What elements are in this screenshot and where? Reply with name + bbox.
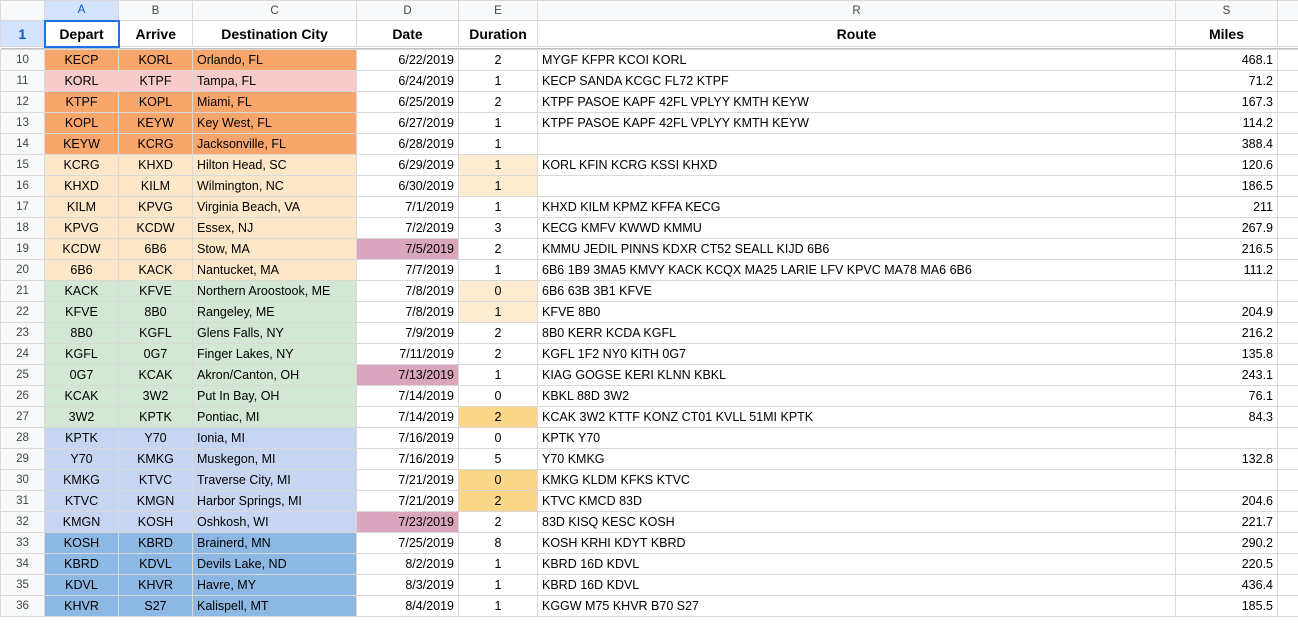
cell-destination-city[interactable]: Brainerd, MN — [193, 533, 357, 554]
cell-arrive[interactable]: KCDW — [119, 218, 193, 239]
cell-miles[interactable]: 185.5 — [1176, 596, 1278, 617]
cell-duration[interactable]: 3 — [459, 218, 538, 239]
cell-route[interactable]: KBRD 16D KDVL — [538, 575, 1176, 596]
row-number[interactable]: 36 — [1, 596, 45, 617]
row-number[interactable]: 23 — [1, 323, 45, 344]
table-row[interactable] — [1, 281, 1298, 302]
cell-route[interactable]: KBRD 16D KDVL — [538, 554, 1176, 575]
cell-duration[interactable]: 2 — [459, 407, 538, 428]
cell-blank[interactable] — [1278, 239, 1298, 260]
cell-date[interactable]: 6/29/2019 — [357, 155, 459, 176]
cell-destination-city[interactable]: Wilmington, NC — [193, 176, 357, 197]
cell-miles[interactable]: 216.5 — [1176, 239, 1278, 260]
cell-blank[interactable] — [1278, 71, 1298, 92]
cell-depart[interactable]: 8B0 — [45, 323, 119, 344]
cell-route[interactable] — [538, 134, 1176, 155]
cell-duration[interactable]: 1 — [459, 71, 538, 92]
cell-arrive[interactable]: KEYW — [119, 113, 193, 134]
cell-route[interactable]: KECP SANDA KCGC FL72 KTPF — [538, 71, 1176, 92]
cell-blank[interactable] — [1278, 596, 1298, 617]
cell-arrive[interactable]: KORL — [119, 50, 193, 71]
row-number[interactable]: 27 — [1, 407, 45, 428]
cell-miles[interactable]: 436.4 — [1176, 575, 1278, 596]
column-header-a[interactable]: A — [45, 1, 119, 21]
table-row[interactable] — [1, 428, 1298, 449]
cell-route[interactable]: KFVE 8B0 — [538, 302, 1176, 323]
column-header-b[interactable]: B — [119, 1, 193, 21]
cell-route[interactable]: KBKL 88D 3W2 — [538, 386, 1176, 407]
cell-depart[interactable]: KMKG — [45, 470, 119, 491]
row-number[interactable]: 30 — [1, 470, 45, 491]
row-number[interactable]: 13 — [1, 113, 45, 134]
cell-depart[interactable]: KTPF — [45, 92, 119, 113]
row-number[interactable]: 26 — [1, 386, 45, 407]
cell-date[interactable]: 7/7/2019 — [357, 260, 459, 281]
cell-miles[interactable]: 84.3 — [1176, 407, 1278, 428]
cell-blank[interactable] — [1278, 386, 1298, 407]
cell-duration[interactable]: 0 — [459, 428, 538, 449]
cell-destination-city[interactable]: Muskegon, MI — [193, 449, 357, 470]
cell-date[interactable]: 7/21/2019 — [357, 491, 459, 512]
cell-destination-city[interactable]: Rangeley, ME — [193, 302, 357, 323]
cell-route[interactable]: KGGW M75 KHVR B70 S27 — [538, 596, 1176, 617]
cell-route[interactable]: MYGF KFPR KCOI KORL — [538, 50, 1176, 71]
cell-destination-city[interactable]: Key West, FL — [193, 113, 357, 134]
row-number[interactable]: 31 — [1, 491, 45, 512]
header-cell-miles[interactable]: Miles — [1176, 21, 1278, 47]
cell-arrive[interactable]: KFVE — [119, 281, 193, 302]
cell-depart[interactable]: KCDW — [45, 239, 119, 260]
header-cell-route[interactable]: Route — [538, 21, 1176, 47]
cell-miles[interactable]: 167.3 — [1176, 92, 1278, 113]
row-number[interactable]: 21 — [1, 281, 45, 302]
cell-arrive[interactable]: KMKG — [119, 449, 193, 470]
column-header-d[interactable]: D — [357, 1, 459, 21]
cell-arrive[interactable]: KCRG — [119, 134, 193, 155]
cell-depart[interactable]: KOSH — [45, 533, 119, 554]
cell-route[interactable]: 8B0 KERR KCDA KGFL — [538, 323, 1176, 344]
header-cell-duration[interactable]: Duration — [459, 21, 538, 47]
cell-blank[interactable] — [1278, 197, 1298, 218]
cell-miles[interactable]: 290.2 — [1176, 533, 1278, 554]
cell-duration[interactable]: 1 — [459, 134, 538, 155]
cell-blank[interactable] — [1278, 323, 1298, 344]
table-row[interactable] — [1, 71, 1298, 92]
cell-arrive[interactable]: KDVL — [119, 554, 193, 575]
cell-depart[interactable]: KDVL — [45, 575, 119, 596]
cell-blank[interactable] — [1278, 407, 1298, 428]
table-row[interactable] — [1, 365, 1298, 386]
cell-miles[interactable]: 120.6 — [1176, 155, 1278, 176]
column-header-e[interactable]: E — [459, 1, 538, 21]
cell-date[interactable]: 7/16/2019 — [357, 428, 459, 449]
cell-depart[interactable]: KEYW — [45, 134, 119, 155]
cell-miles[interactable]: 388.4 — [1176, 134, 1278, 155]
cell-duration[interactable]: 1 — [459, 596, 538, 617]
cell-arrive[interactable]: S27 — [119, 596, 193, 617]
cell-destination-city[interactable]: Virginia Beach, VA — [193, 197, 357, 218]
cell-date[interactable]: 7/13/2019 — [357, 365, 459, 386]
cell-duration[interactable]: 2 — [459, 323, 538, 344]
cell-date[interactable]: 7/5/2019 — [357, 239, 459, 260]
cell-destination-city[interactable]: Hilton Head, SC — [193, 155, 357, 176]
cell-date[interactable]: 6/28/2019 — [357, 134, 459, 155]
row-number[interactable]: 32 — [1, 512, 45, 533]
cell-destination-city[interactable]: Traverse City, MI — [193, 470, 357, 491]
cell-date[interactable]: 6/25/2019 — [357, 92, 459, 113]
table-row[interactable] — [1, 575, 1298, 596]
cell-date[interactable]: 8/4/2019 — [357, 596, 459, 617]
cell-miles[interactable]: 76.1 — [1176, 386, 1278, 407]
cell-depart[interactable]: 0G7 — [45, 365, 119, 386]
cell-arrive[interactable]: 8B0 — [119, 302, 193, 323]
table-row[interactable] — [1, 302, 1298, 323]
cell-date[interactable]: 6/30/2019 — [357, 176, 459, 197]
table-row[interactable] — [1, 386, 1298, 407]
cell-date[interactable]: 7/21/2019 — [357, 470, 459, 491]
table-row[interactable] — [1, 323, 1298, 344]
cell-route[interactable]: KIAG GOGSE KERI KLNN KBKL — [538, 365, 1176, 386]
corner-select-all[interactable] — [1278, 1, 1298, 21]
cell-destination-city[interactable]: Pontiac, MI — [193, 407, 357, 428]
cell-date[interactable]: 6/22/2019 — [357, 50, 459, 71]
cell-duration[interactable]: 2 — [459, 239, 538, 260]
cell-duration[interactable]: 1 — [459, 155, 538, 176]
cell-date[interactable]: 7/11/2019 — [357, 344, 459, 365]
cell-depart[interactable]: KCAK — [45, 386, 119, 407]
cell-arrive[interactable]: KPTK — [119, 407, 193, 428]
table-row[interactable] — [1, 92, 1298, 113]
cell-date[interactable]: 7/14/2019 — [357, 407, 459, 428]
cell-route[interactable]: KTPF PASOE KAPF 42FL VPLYY KMTH KEYW — [538, 92, 1176, 113]
cell-depart[interactable]: KTVC — [45, 491, 119, 512]
cell-duration[interactable]: 2 — [459, 50, 538, 71]
cell-miles[interactable]: 216.2 — [1176, 323, 1278, 344]
cell-depart[interactable]: KHXD — [45, 176, 119, 197]
cell-arrive[interactable]: KTVC — [119, 470, 193, 491]
cell-blank[interactable] — [1278, 281, 1298, 302]
cell-destination-city[interactable]: Devils Lake, ND — [193, 554, 357, 575]
cell-route[interactable]: KCAK 3W2 KTTF KONZ CT01 KVLL 51MI KPTK — [538, 407, 1176, 428]
cell-date[interactable]: 7/8/2019 — [357, 281, 459, 302]
cell-miles[interactable]: 204.9 — [1176, 302, 1278, 323]
cell-date[interactable]: 7/1/2019 — [357, 197, 459, 218]
cell-arrive[interactable]: KHXD — [119, 155, 193, 176]
cell-miles[interactable] — [1176, 470, 1278, 491]
cell-miles[interactable]: 220.5 — [1176, 554, 1278, 575]
cell-miles[interactable]: 132.8 — [1176, 449, 1278, 470]
row-number[interactable]: 14 — [1, 134, 45, 155]
row-number[interactable]: 17 — [1, 197, 45, 218]
cell-route[interactable]: KGFL 1F2 NY0 KITH 0G7 — [538, 344, 1176, 365]
table-row[interactable] — [1, 449, 1298, 470]
cell-miles[interactable]: 221.7 — [1176, 512, 1278, 533]
header-cell-blank[interactable] — [1278, 21, 1298, 47]
cell-destination-city[interactable]: Harbor Springs, MI — [193, 491, 357, 512]
row-number[interactable]: 18 — [1, 218, 45, 239]
cell-blank[interactable] — [1278, 260, 1298, 281]
row-number[interactable]: 16 — [1, 176, 45, 197]
cell-depart[interactable]: KECP — [45, 50, 119, 71]
table-row[interactable] — [1, 491, 1298, 512]
cell-depart[interactable]: KPTK — [45, 428, 119, 449]
cell-route[interactable]: KMMU JEDIL PINNS KDXR CT52 SEALL KIJD 6B6 — [538, 239, 1176, 260]
cell-depart[interactable]: 6B6 — [45, 260, 119, 281]
cell-arrive[interactable]: KTPF — [119, 71, 193, 92]
cell-route[interactable]: KOSH KRHI KDYT KBRD — [538, 533, 1176, 554]
cell-route[interactable]: KPTK Y70 — [538, 428, 1176, 449]
cell-duration[interactable]: 0 — [459, 281, 538, 302]
table-row[interactable] — [1, 344, 1298, 365]
cell-arrive[interactable]: KBRD — [119, 533, 193, 554]
cell-destination-city[interactable]: Essex, NJ — [193, 218, 357, 239]
row-number[interactable]: 35 — [1, 575, 45, 596]
table-row[interactable] — [1, 596, 1298, 617]
cell-depart[interactable]: KBRD — [45, 554, 119, 575]
column-header-s[interactable]: S — [1176, 1, 1278, 21]
row-number[interactable]: 33 — [1, 533, 45, 554]
row-number[interactable]: 25 — [1, 365, 45, 386]
cell-depart[interactable]: Y70 — [45, 449, 119, 470]
row-number-1[interactable]: 1 — [1, 21, 45, 47]
cell-miles[interactable]: 468.1 — [1176, 50, 1278, 71]
cell-destination-city[interactable]: Glens Falls, NY — [193, 323, 357, 344]
cell-miles[interactable]: 71.2 — [1176, 71, 1278, 92]
cell-arrive[interactable]: KHVR — [119, 575, 193, 596]
row-number[interactable]: 34 — [1, 554, 45, 575]
cell-destination-city[interactable]: Oshkosh, WI — [193, 512, 357, 533]
cell-destination-city[interactable]: Stow, MA — [193, 239, 357, 260]
cell-duration[interactable]: 2 — [459, 512, 538, 533]
cell-blank[interactable] — [1278, 554, 1298, 575]
cell-arrive[interactable]: KACK — [119, 260, 193, 281]
cell-date[interactable]: 7/16/2019 — [357, 449, 459, 470]
table-row[interactable] — [1, 155, 1298, 176]
table-row[interactable] — [1, 176, 1298, 197]
cell-blank[interactable] — [1278, 344, 1298, 365]
cell-duration[interactable]: 2 — [459, 92, 538, 113]
cell-destination-city[interactable]: Put In Bay, OH — [193, 386, 357, 407]
cell-blank[interactable] — [1278, 575, 1298, 596]
cell-blank[interactable] — [1278, 470, 1298, 491]
cell-arrive[interactable]: 3W2 — [119, 386, 193, 407]
cell-duration[interactable]: 2 — [459, 491, 538, 512]
cell-duration[interactable]: 1 — [459, 575, 538, 596]
cell-arrive[interactable]: 6B6 — [119, 239, 193, 260]
cell-date[interactable]: 7/25/2019 — [357, 533, 459, 554]
cell-destination-city[interactable]: Kalispell, MT — [193, 596, 357, 617]
column-header-c[interactable]: C — [193, 1, 357, 21]
cell-depart[interactable]: 3W2 — [45, 407, 119, 428]
cell-blank[interactable] — [1278, 449, 1298, 470]
cell-blank[interactable] — [1278, 491, 1298, 512]
cell-duration[interactable]: 1 — [459, 365, 538, 386]
cell-duration[interactable]: 2 — [459, 344, 538, 365]
cell-arrive[interactable]: KPVG — [119, 197, 193, 218]
cell-blank[interactable] — [1278, 92, 1298, 113]
cell-destination-city[interactable]: Akron/Canton, OH — [193, 365, 357, 386]
table-row[interactable] — [1, 554, 1298, 575]
cell-blank[interactable] — [1278, 134, 1298, 155]
cell-miles[interactable]: 267.9 — [1176, 218, 1278, 239]
row-number[interactable]: 22 — [1, 302, 45, 323]
cell-depart[interactable]: KHVR — [45, 596, 119, 617]
cell-arrive[interactable]: KOSH — [119, 512, 193, 533]
cell-route[interactable]: KHXD KILM KPMZ KFFA KECG — [538, 197, 1176, 218]
header-row[interactable] — [1, 21, 1298, 47]
table-row[interactable] — [1, 50, 1298, 71]
cell-date[interactable]: 6/27/2019 — [357, 113, 459, 134]
cell-blank[interactable] — [1278, 176, 1298, 197]
cell-miles[interactable]: 211 — [1176, 197, 1278, 218]
table-row[interactable] — [1, 512, 1298, 533]
cell-blank[interactable] — [1278, 302, 1298, 323]
table-row[interactable] — [1, 260, 1298, 281]
row-number[interactable]: 15 — [1, 155, 45, 176]
cell-miles[interactable] — [1176, 281, 1278, 302]
cell-blank[interactable] — [1278, 365, 1298, 386]
row-number[interactable]: 12 — [1, 92, 45, 113]
header-cell-date[interactable]: Date — [357, 21, 459, 47]
cell-route[interactable]: KTPF PASOE KAPF 42FL VPLYY KMTH KEYW — [538, 113, 1176, 134]
table-row[interactable] — [1, 113, 1298, 134]
cell-date[interactable]: 7/8/2019 — [357, 302, 459, 323]
cell-destination-city[interactable]: Miami, FL — [193, 92, 357, 113]
header-cell-destination-city[interactable]: Destination City — [193, 21, 357, 47]
corner-select-all[interactable] — [1, 1, 45, 21]
cell-route[interactable]: 6B6 63B 3B1 KFVE — [538, 281, 1176, 302]
cell-date[interactable]: 8/3/2019 — [357, 575, 459, 596]
cell-blank[interactable] — [1278, 512, 1298, 533]
column-header-row[interactable] — [1, 1, 1298, 21]
cell-duration[interactable]: 1 — [459, 554, 538, 575]
cell-blank[interactable] — [1278, 428, 1298, 449]
cell-destination-city[interactable]: Northern Aroostook, ME — [193, 281, 357, 302]
header-cell-depart[interactable]: Depart — [45, 21, 119, 47]
cell-depart[interactable]: KCRG — [45, 155, 119, 176]
cell-date[interactable]: 7/23/2019 — [357, 512, 459, 533]
cell-destination-city[interactable]: Jacksonville, FL — [193, 134, 357, 155]
cell-date[interactable]: 7/2/2019 — [357, 218, 459, 239]
cell-route[interactable]: KTVC KMCD 83D — [538, 491, 1176, 512]
cell-depart[interactable]: KILM — [45, 197, 119, 218]
cell-duration[interactable]: 8 — [459, 533, 538, 554]
cell-depart[interactable]: KGFL — [45, 344, 119, 365]
cell-miles[interactable]: 186.5 — [1176, 176, 1278, 197]
table-row[interactable] — [1, 197, 1298, 218]
cell-route[interactable]: 83D KISQ KESC KOSH — [538, 512, 1176, 533]
row-number[interactable]: 11 — [1, 71, 45, 92]
cell-depart[interactable]: KPVG — [45, 218, 119, 239]
cell-route[interactable]: Y70 KMKG — [538, 449, 1176, 470]
cell-miles[interactable]: 114.2 — [1176, 113, 1278, 134]
cell-duration[interactable]: 1 — [459, 197, 538, 218]
cell-arrive[interactable]: KILM — [119, 176, 193, 197]
cell-miles[interactable]: 111.2 — [1176, 260, 1278, 281]
cell-depart[interactable]: KORL — [45, 71, 119, 92]
row-number[interactable]: 19 — [1, 239, 45, 260]
cell-blank[interactable] — [1278, 533, 1298, 554]
cell-route[interactable]: KECG KMFV KWWD KMMU — [538, 218, 1176, 239]
cell-destination-city[interactable]: Tampa, FL — [193, 71, 357, 92]
cell-route[interactable]: KORL KFIN KCRG KSSI KHXD — [538, 155, 1176, 176]
column-header-r[interactable]: R — [538, 1, 1176, 21]
cell-depart[interactable]: KMGN — [45, 512, 119, 533]
row-number[interactable]: 28 — [1, 428, 45, 449]
cell-route[interactable]: 6B6 1B9 3MA5 KMVY KACK KCQX MA25 LARIE LFV KPVC MA78 MA6 6B6 — [538, 260, 1176, 281]
cell-destination-city[interactable]: Finger Lakes, NY — [193, 344, 357, 365]
cell-miles[interactable]: 135.8 — [1176, 344, 1278, 365]
row-number[interactable]: 20 — [1, 260, 45, 281]
table-row[interactable] — [1, 239, 1298, 260]
cell-duration[interactable]: 1 — [459, 113, 538, 134]
cell-date[interactable]: 7/9/2019 — [357, 323, 459, 344]
cell-blank[interactable] — [1278, 155, 1298, 176]
cell-arrive[interactable]: KMGN — [119, 491, 193, 512]
cell-route[interactable] — [538, 176, 1176, 197]
header-cell-arrive[interactable]: Arrive — [119, 21, 193, 47]
row-number[interactable]: 10 — [1, 50, 45, 71]
cell-duration[interactable]: 0 — [459, 470, 538, 491]
row-number[interactable]: 29 — [1, 449, 45, 470]
cell-route[interactable]: KMKG KLDM KFKS KTVC — [538, 470, 1176, 491]
cell-blank[interactable] — [1278, 218, 1298, 239]
cell-duration[interactable]: 1 — [459, 302, 538, 323]
cell-blank[interactable] — [1278, 113, 1298, 134]
cell-duration[interactable]: 1 — [459, 260, 538, 281]
cell-destination-city[interactable]: Orlando, FL — [193, 50, 357, 71]
cell-arrive[interactable]: Y70 — [119, 428, 193, 449]
table-row[interactable] — [1, 470, 1298, 491]
cell-depart[interactable]: KOPL — [45, 113, 119, 134]
cell-date[interactable]: 7/14/2019 — [357, 386, 459, 407]
cell-miles[interactable]: 204.6 — [1176, 491, 1278, 512]
cell-destination-city[interactable]: Havre, MY — [193, 575, 357, 596]
cell-arrive[interactable]: KOPL — [119, 92, 193, 113]
table-row[interactable] — [1, 533, 1298, 554]
table-row[interactable] — [1, 134, 1298, 155]
cell-duration[interactable]: 0 — [459, 386, 538, 407]
cell-arrive[interactable]: KCAK — [119, 365, 193, 386]
row-number[interactable]: 24 — [1, 344, 45, 365]
table-row[interactable] — [1, 407, 1298, 428]
cell-duration[interactable]: 1 — [459, 176, 538, 197]
cell-duration[interactable]: 5 — [459, 449, 538, 470]
cell-destination-city[interactable]: Nantucket, MA — [193, 260, 357, 281]
cell-date[interactable]: 8/2/2019 — [357, 554, 459, 575]
cell-arrive[interactable]: 0G7 — [119, 344, 193, 365]
cell-depart[interactable]: KACK — [45, 281, 119, 302]
cell-blank[interactable] — [1278, 50, 1298, 71]
table-row[interactable] — [1, 218, 1298, 239]
cell-arrive[interactable]: KGFL — [119, 323, 193, 344]
cell-depart[interactable]: KFVE — [45, 302, 119, 323]
cell-miles[interactable] — [1176, 428, 1278, 449]
cell-destination-city[interactable]: Ionia, MI — [193, 428, 357, 449]
cell-date[interactable]: 6/24/2019 — [357, 71, 459, 92]
cell-miles[interactable]: 243.1 — [1176, 365, 1278, 386]
